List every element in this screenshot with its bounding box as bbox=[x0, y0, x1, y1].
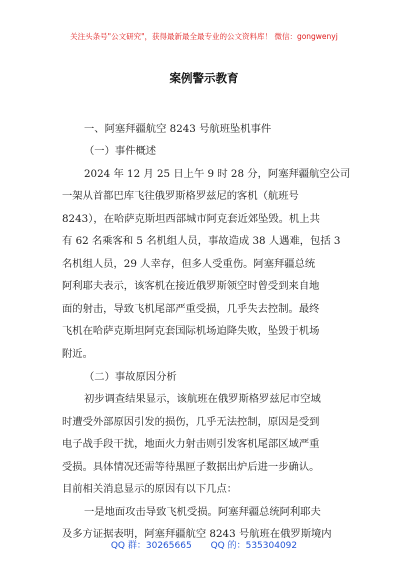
paragraph-line: 飞机在哈萨克斯坦阿克套国际机场迫降失败，坠毁于机场 bbox=[62, 325, 320, 337]
document-title: 案例警示教育 bbox=[169, 71, 239, 85]
paragraph-line: 目前相关消息显示的原因有以下几点： bbox=[62, 483, 238, 495]
paragraph-line: 受损。具体情况还需等待黑匣子数据出炉后进一步确认。 bbox=[62, 461, 320, 473]
paragraph-line: 面的射击，导致飞机尾部严重受损，几乎失去控制。最终 bbox=[62, 303, 320, 315]
paragraph-line: 阿利耶夫表示，该客机在接近俄罗斯领空时曾受到来自地 bbox=[62, 280, 320, 292]
paragraph-line: 及多方证据表明，阿塞拜疆航空 8243 号航班在俄罗斯境内 bbox=[62, 528, 332, 540]
paragraph-line: 一是地面攻击导致飞机受损。阿塞拜疆总统阿利耶夫 bbox=[84, 506, 321, 518]
page-footer bbox=[0, 538, 408, 551]
paragraph-line: 一架从首都巴库飞往俄罗斯格罗兹尼的客机（航班号 bbox=[62, 190, 299, 202]
paragraph-line: 电子战手段干扰，地面火力射击则引发客机尾部区域严重 bbox=[62, 438, 320, 450]
subsection-heading-2: （二）事故原因分析 bbox=[84, 371, 177, 383]
paragraph-line: 名机组人员，29 人幸存，但多人受重伤。阿塞拜疆总统 bbox=[62, 258, 316, 270]
footer-qq-contact: QQ 的：535304092 bbox=[210, 541, 298, 551]
paragraph-line: 2024 年 12 月 25 日上午 9 时 28 分，阿塞拜疆航空公司 bbox=[84, 168, 351, 180]
page-header-banner: 关注头条号"公文研究"，获得最新最全最专业的公文资料库！ 微信：gongwenyj bbox=[70, 32, 338, 41]
paragraph-line: 初步调查结果显示，该航班在俄罗斯格罗兹尼市空域 bbox=[84, 393, 321, 405]
paragraph-line: 有 62 名乘客和 5 名机组人员，事故造成 38 人遇难，包括 3 bbox=[62, 235, 341, 247]
paragraph-line: 时遭受外部原因引发的损伤，几乎无法控制，原因是受到 bbox=[62, 416, 320, 428]
footer-qq-group: QQ 群：30265665 bbox=[110, 541, 192, 551]
paragraph-line: 8243），在哈萨克斯坦西部城市阿克套近郊坠毁。机上共 bbox=[62, 213, 320, 225]
subsection-heading-1: （一）事件概述 bbox=[84, 145, 157, 157]
paragraph-line: 附近。 bbox=[62, 348, 93, 360]
section-heading-1: 一、阿塞拜疆航空 8243 号航班坠机事件 bbox=[84, 123, 272, 135]
